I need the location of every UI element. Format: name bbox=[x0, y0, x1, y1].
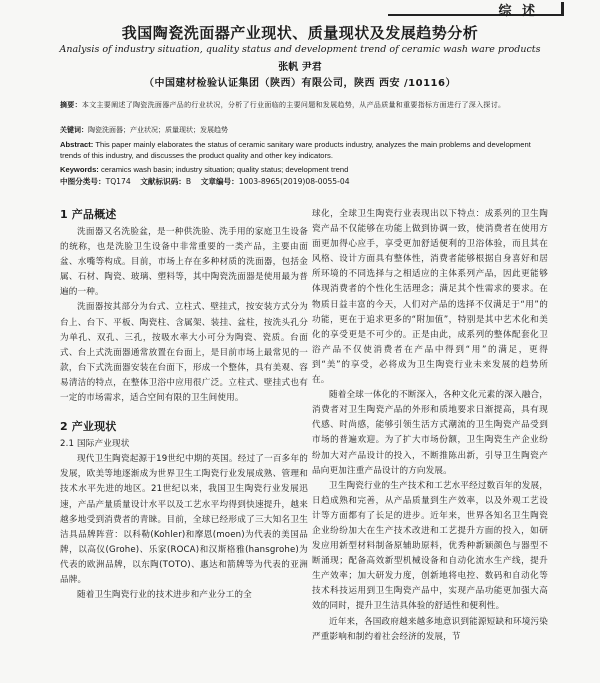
keywords-zh-text: 陶瓷洗面器；产业状况；质量现状；发展趋势 bbox=[88, 126, 228, 134]
abstract-en bbox=[60, 140, 540, 161]
page-header bbox=[0, 0, 600, 18]
section-label: 综 述 bbox=[388, 0, 564, 16]
abstract-zh bbox=[60, 100, 540, 111]
keywords-en bbox=[60, 164, 540, 175]
section-heading: 2 产业现状 bbox=[60, 420, 117, 434]
paragraph: 现代卫生陶瓷起源于19世纪中期的英国。经过了一百多年的发展，欧美等地逐渐成为世界卫生工陶瓷行业发展成熟、管理和技术水平先进的地区。21世纪以来，我国卫生陶瓷行业发展迅速，产品产量质量设计水平以及工艺水平均得到快速提升，越来越多地受到消费者的青睐。目前，全球已经形成了三大知名卫生洁具品牌阵营：以科勒(Kohler)和摩恩(moen)为代表的美国品牌，以高仪(Grohe)、乐家(ROCA)和汉斯格雅(hansgrohe)为代表的欧洲品牌，以东陶(TOTO)、惠达和箭牌等为代表的亚洲品牌。 bbox=[60, 454, 308, 585]
paragraph: 随着全球一体化的不断深入，各种文化元素的深入融合，消费者对卫生陶瓷产品的外形和质地要求日渐提高，具有现代感、时尚感，能够引领生活方式潮流的卫生陶瓷产品受到市场的普遍欢迎。为了扩大市场份额，卫生陶瓷生产企业纷纷加大对产品设计的投入，不断推陈出新，引导卫生陶瓷产品向更加注重产品设计的方向发展。 bbox=[312, 390, 548, 476]
clc-value: TQ174 bbox=[105, 177, 131, 186]
article-id-label: 文章编号： bbox=[200, 177, 239, 186]
paragraph: 球化，全球卫生陶瓷行业表现出以下特点：成系列的卫生陶瓷产品不仅能够在功能上做到协调一致，使消费者在使用方面更加得心应手，享受更加舒适便利的卫浴体验，而且其在风格、设计方面具有整体性，消费者能够根据自身喜好和居所环境的不同选择与之相适应的主体系列产品，因此更能够体现消费者的个性化生活理念；满足其个性需求的要求。在物质日益丰富的今天，人们对产品的选择不仅满足于“用”的功能，更在于追求更多的“附加值”，特别是其中艺术化和美化的享受更是不可少的。正是由此，成系列的整体配套化卫浴产品不仅使消费者在产品中得到“用”的满足，更得到“美”的享受，必将成为卫生陶瓷行业未来发展的趋势所在。 bbox=[312, 209, 548, 386]
paragraph: 随着卫生陶瓷行业的技术进步和产业分工的全 bbox=[77, 590, 252, 601]
paragraph: 近年来，各国政府越来越多地意识到能源短缺和环境污染严重影响和制约着社会经济的发展，节 bbox=[312, 616, 548, 642]
keywords-zh-label: 关键词： bbox=[60, 126, 88, 134]
article-id-value: 1003-8965(2019)08-0055-04 bbox=[238, 177, 350, 186]
section-heading: 1 产品概述 bbox=[60, 208, 117, 221]
doc-code-value: B bbox=[185, 177, 192, 186]
paragraph: 卫生陶瓷行业的生产技术和工艺水平经过数百年的发展，日趋成熟和完善，从产品质量到生产效率，以及外观工艺设计等方面都有了长足的进步。近年来，世界各知名卫生陶瓷企业纷纷加大在生产技术改进和工艺提升方面的投入，如研发应用新型材料制备原辅助原料，优秀种新颖颜色与器型不断涌现；配备高效新型机械设备和自动化流水生产线，提升生产效率；加大研发力度，创新地将电控、数码和自动化等技术科技运用到卫生陶瓷产品中，实现产品功能更加强大高效的同时，提升卫生洁具体验的舒适性和便利性。 bbox=[312, 480, 548, 612]
classification-line bbox=[60, 176, 540, 187]
clc-label: 中图分类号： bbox=[60, 177, 106, 186]
article-affiliation: （中国建材检验认证集团（陕西）有限公司，陕西 西安 /10116） bbox=[144, 78, 456, 89]
article-authors: 张帆 尹君 bbox=[278, 62, 322, 73]
keywords-en-label: Keywords: bbox=[60, 165, 99, 174]
left-column bbox=[60, 203, 308, 679]
right-column bbox=[312, 207, 548, 683]
abstract-zh-text: 本文主要阐述了陶瓷洗面器产品的行业状况，分析了行业面临的主要问题和发展趋势，从产品质量和重要指标方面进行了深入探讨。 bbox=[81, 101, 506, 109]
paragraph: 洗面器按其部分为台式、立柱式、壁挂式，按安装方式分为台上、台下、平板、陶瓷柱、含属架、装挂、盆柱，按洗头孔分为单孔、双孔、三孔，按吸水率大小可分为陶瓷、瓷质。台面式、台上式洗面器通常放置在台面上，是目前市场上最常见的一款，台下式洗面器安装在台面下，形成一个整体，具有美观、容易清洁的特点，在整体卫浴中应用很广泛。立柱式、壁挂式也有一定的市场需求，适合空间有限的卫生间使用。 bbox=[60, 302, 308, 404]
doc-code-label: 文献标识码： bbox=[140, 177, 186, 186]
article-title-en: Analysis of industry situation, quality status and development trend of ceramic wash ware products bbox=[59, 44, 541, 55]
article-title: 我国陶瓷洗面器产业现状、质量现状及发展趋势分析 bbox=[121, 24, 479, 42]
abstract-zh-label: 摘要： bbox=[60, 101, 82, 109]
abstract-en-label: Abstract: bbox=[60, 140, 94, 149]
paragraph: 洗面器又名洗脸盆，是一种供洗脸、洗手用的家庭卫生设备的统称，也是洗脸卫生设备中非常重要的一类产品，主要由面盆、水嘴等构成。目前，市场上存在多种材质的洗面器，包括金属、石材、陶瓷、玻璃、塑料等，其中陶瓷洗面器是使用最为普遍的一种。 bbox=[60, 227, 308, 298]
keywords-en-text: ceramics wash basin; industry situation; quality status; development trend bbox=[100, 165, 349, 174]
subsection-heading: 2.1 国际产业现状 bbox=[60, 439, 130, 450]
abstract-en-text: This paper mainly elaborates the status of ceramic sanitary ware products industry, analyzes the main problems and development trends of this industry, and discusses the product quality and other key indicators. bbox=[60, 140, 531, 160]
keywords-zh bbox=[60, 125, 540, 136]
